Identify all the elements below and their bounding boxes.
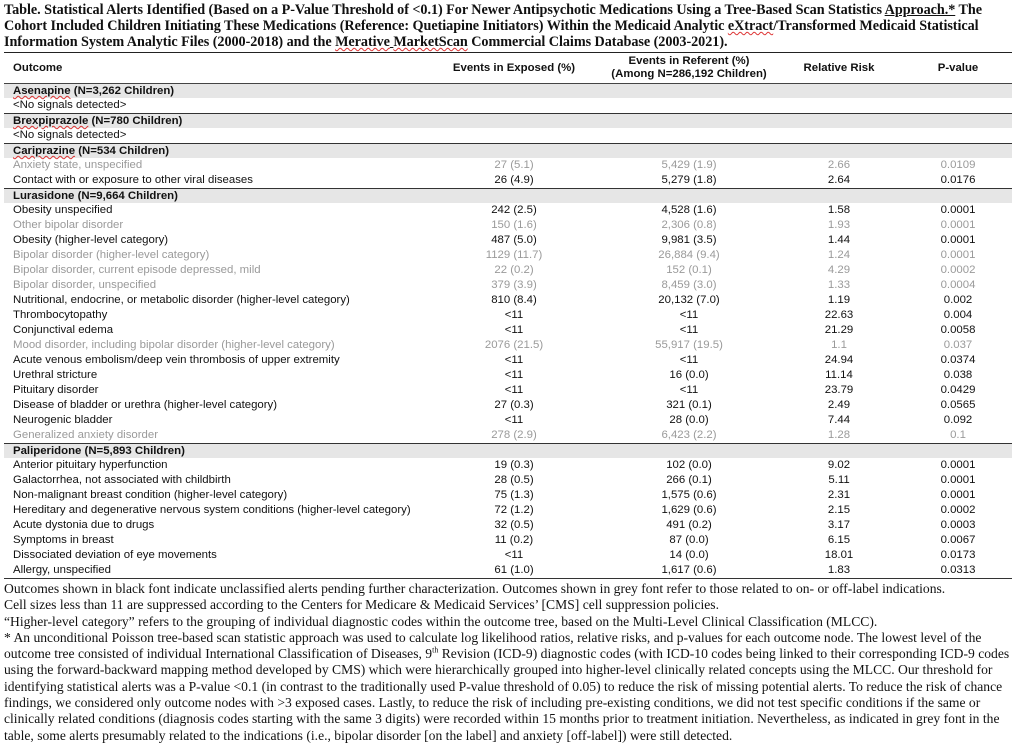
cell-relative-risk: 1.58 [827, 204, 851, 216]
cell-events-referent: 14 (0.0) [669, 549, 709, 561]
cell-relative-risk: 7.44 [827, 414, 851, 426]
cell-events-referent: 55,917 (19.5) [655, 339, 723, 351]
footnote-cell-suppression: Cell sizes less than 11 are suppressed according to the Centers for Medicare & Medicaid Services’ [CMS] cell suppression policies. [4, 597, 719, 613]
footnote-methods-text: * An unconditional Poisson tree-based scan statistic approach was used to calculate log likelihood ratios, relative risks, and p-values for each outcome node. The lowest level of the outcome tree consisted of individual International Classification of Diseases, 9 [4, 629, 982, 662]
cell-relative-risk: 9.02 [827, 459, 851, 471]
title-spellcheck-word: eXtract [727, 18, 774, 34]
referent-header-line1: Events in Referent (%) [628, 55, 750, 67]
cell-events-referent: 266 (0.1) [666, 474, 712, 486]
cell-outcome: Obesity (higher-level category) [13, 234, 169, 246]
drug-group-label [4, 144, 1012, 159]
cell-events-referent: 152 (0.1) [666, 264, 712, 276]
table-row [4, 563, 1012, 579]
cell-relative-risk: 5.11 [828, 474, 850, 486]
drug-group-label [4, 114, 1012, 129]
cell-outcome: Anterior pituitary hyperfunction [13, 459, 168, 471]
cell-relative-risk: 21.29 [824, 324, 854, 336]
cell-outcome: Dissociated deviation of eye movements [13, 549, 217, 561]
cell-events-exposed: 26 (4.9) [494, 174, 534, 186]
cell-events-referent: <11 [679, 324, 699, 336]
cell-events-referent: 4,528 (1.6) [661, 204, 717, 216]
table-row [4, 278, 1012, 293]
cell-events-exposed: 27 (5.1) [494, 159, 534, 171]
no-signal-row [4, 128, 1012, 144]
drug-name: Asenapine [13, 85, 71, 97]
footnote-higher-level-category: “Higher-level category” refers to the grouping of individual diagnostic codes within the outcome tree, based on the Multi-Level Clinical Classification (MLCC). [4, 613, 878, 629]
no-signal-text: <No signals detected> [13, 99, 127, 111]
table-row [4, 428, 1012, 444]
superscript-th: th [432, 645, 439, 655]
cell-p-value: 0.0429 [940, 384, 976, 396]
cell-p-value: 0.037 [943, 339, 973, 351]
cell-events-exposed: 22 (0.2) [494, 264, 534, 276]
cell-events-exposed: 11 (0.2) [494, 534, 534, 546]
drug-name: Lurasidone [13, 190, 75, 202]
drug-group-label [4, 444, 1012, 459]
cell-events-referent: 8,459 (3.0) [661, 279, 717, 291]
cell-outcome: Neurogenic bladder [13, 414, 113, 426]
cell-p-value: 0.004 [943, 309, 973, 321]
title-text: The Cohort Included Children Initiating These Medications (Reference: Quetiapine Initiators) Within the Medicaid Analytic [4, 2, 982, 34]
table-row [4, 368, 1012, 383]
cell-outcome: Galactorrhea, not associated with childbirth [13, 474, 231, 486]
cell-relative-risk: 11.14 [825, 369, 853, 381]
cell-relative-risk: 2.64 [827, 174, 851, 186]
cell-relative-risk: 6.15 [827, 534, 851, 546]
table-row [4, 398, 1012, 413]
title-text: Commercial Claims Database (2003-2021). [467, 34, 728, 50]
drug-group-label [4, 84, 1012, 99]
cell-events-exposed: 61 (1.0) [494, 564, 534, 576]
table-row [4, 353, 1012, 368]
table-row [4, 473, 1012, 488]
cell-relative-risk: 1.83 [827, 564, 851, 576]
drug-cohort-size: (N=9,664 Children) [74, 190, 178, 202]
cell-outcome: Hereditary and degenerative nervous system conditions (higher-level category) [13, 504, 411, 516]
drug-group-header [4, 444, 1012, 459]
cell-outcome: Bipolar disorder, unspecified [13, 279, 157, 291]
cell-p-value: 0.0001 [940, 489, 976, 501]
cell-events-referent: 28 (0.0) [669, 414, 709, 426]
cell-p-value: 0.0176 [940, 174, 976, 186]
no-signal-text: <No signals detected> [13, 129, 127, 141]
cell-relative-risk: 2.31 [827, 489, 851, 501]
cell-relative-risk: 4.29 [827, 264, 851, 276]
table-row [4, 548, 1012, 563]
cell-relative-risk: 1.1 [831, 339, 847, 351]
cell-p-value: 0.038 [943, 369, 973, 381]
title-text: Table. Statistical Alerts Identified (Based on a P-Value Threshold of <0.1) For Newer Antipsychotic Medications Using a Tree-Based Scan Statistics [4, 2, 885, 18]
cell-relative-risk: 24.94 [824, 354, 854, 366]
cell-events-exposed: 487 (5.0) [491, 234, 537, 246]
cell-p-value: 0.0001 [940, 459, 976, 471]
cell-p-value: 0.0001 [940, 219, 976, 231]
cell-events-referent: 87 (0.0) [669, 534, 709, 546]
col-header-exposed: Events in Exposed (%) [452, 61, 576, 74]
cell-events-referent: 1,629 (0.6) [661, 504, 717, 516]
cell-relative-risk: 2.66 [827, 159, 851, 171]
table-row [4, 308, 1012, 323]
cell-relative-risk: 1.93 [827, 219, 851, 231]
cell-events-exposed: <11 [504, 384, 524, 396]
cell-relative-risk: 2.49 [827, 399, 851, 411]
cell-p-value: 0.0002 [940, 504, 976, 516]
drug-cohort-size: (N=5,893 Children) [81, 445, 185, 457]
cell-outcome: Symptoms in breast [13, 534, 114, 546]
cell-outcome: Urethral stricture [13, 369, 98, 381]
drug-name: Paliperidone [13, 445, 82, 457]
table-row [4, 158, 1012, 173]
referent-header-line2: (Among N=286,192 Children) [611, 68, 767, 80]
cell-events-referent: 321 (0.1) [666, 399, 712, 411]
cell-outcome: Disease of bladder or urethra (higher-level category) [13, 399, 278, 411]
cell-events-referent: 2,306 (0.8) [661, 219, 717, 231]
cell-p-value: 0.1 [950, 429, 966, 441]
title-spellcheck-word: Merative [335, 34, 390, 50]
cell-p-value: 0.0002 [940, 264, 976, 276]
table-row [4, 173, 1012, 189]
cell-events-exposed: 32 (0.5) [494, 519, 534, 531]
title-approach-footnote-link: Approach.* [884, 2, 956, 18]
table-body [4, 84, 1012, 579]
cell-relative-risk: 22.63 [824, 309, 854, 321]
cell-relative-risk: 1.44 [827, 234, 851, 246]
drug-cohort-size: (N=780 Children) [88, 115, 183, 127]
cell-relative-risk: 1.33 [827, 279, 851, 291]
cell-outcome: Allergy, unspecified [13, 564, 111, 576]
cell-relative-risk: 18.01 [824, 549, 854, 561]
table-row [4, 488, 1012, 503]
cell-p-value: 0.0173 [940, 549, 976, 561]
cell-outcome: Acute venous embolism/deep vein thrombosis of upper extremity [13, 354, 340, 366]
col-header-outcome: Outcome [13, 61, 63, 74]
cell-p-value: 0.0313 [940, 564, 976, 576]
cell-events-referent: 26,884 (9.4) [658, 249, 720, 261]
cell-events-referent: <11 [679, 354, 699, 366]
table-row [4, 233, 1012, 248]
col-header-p-value: P-value [937, 61, 979, 74]
cell-events-referent: 6,423 (2.2) [661, 429, 717, 441]
cell-outcome: Mood disorder, including bipolar disorder (higher-level category) [13, 339, 335, 351]
cell-p-value: 0.0001 [940, 234, 976, 246]
table-footnotes [4, 581, 1012, 744]
table-row [4, 293, 1012, 308]
cell-events-referent: 1,575 (0.6) [661, 489, 717, 501]
table-row [4, 248, 1012, 263]
table-header [4, 53, 1012, 84]
cell-relative-risk: 2.15 [827, 504, 851, 516]
cell-events-exposed: 150 (1.6) [491, 219, 537, 231]
cell-outcome: Other bipolar disorder [13, 219, 124, 231]
cell-relative-risk: 23.79 [824, 384, 854, 396]
table-row [4, 218, 1012, 233]
cell-events-exposed: <11 [504, 369, 524, 381]
footnote-methods-text: Revision (ICD-9) diagnostic codes (with ICD-10 codes being linked to their corresponding ICD-9 codes using the forward-backward mapping method developed by CMS) which were hierarchically grouped into higher-level clinically related concepts using the MLCC. Our threshold for identifying statistical alerts was a P-value <0.1 (in contrast to the traditionally used P-value threshold of 0.05) to reduce the risk of missing potential alerts. To reduce the risk of chance findings, we considered only outcome nodes with >3 exposed cases. Lastly, to reduce the risk of including pre-existing conditions, we did not test specific conditions if the same or clinically related conditions (diagnosis codes starting with the same 3 digits) were recorded within 15 months prior to treatment initiation. Nevertheless, as indicated in grey font in the table, some alerts presumably related to the indications (i.e., bipolar disorder [on the label] and anxiety [off-label]) were still detected. [4, 646, 1010, 743]
footnote-font-legend: Outcomes shown in black font indicate unclassified alerts pending further characterization. Outcomes shown in grey font refer to those related to on- or off-label indications. [4, 581, 946, 596]
cell-relative-risk: 1.24 [827, 249, 851, 261]
drug-cohort-size: (N=3,262 Children) [70, 85, 175, 97]
table-row [4, 323, 1012, 338]
cell-p-value: 0.0109 [940, 159, 976, 171]
cell-events-exposed: 27 (0.3) [494, 399, 534, 411]
cell-events-referent: 9,981 (3.5) [661, 234, 717, 246]
drug-group-header [4, 189, 1012, 204]
cell-events-exposed: 2076 (21.5) [484, 339, 544, 351]
no-signal-row [4, 98, 1012, 114]
cell-events-exposed: <11 [504, 324, 524, 336]
col-header-relative-risk: Relative Risk [803, 61, 875, 74]
cell-events-referent: 5,279 (1.8) [661, 174, 717, 186]
table-row [4, 533, 1012, 548]
drug-name: Brexpiprazole [13, 115, 89, 127]
cell-events-referent: 491 (0.2) [666, 519, 712, 531]
cell-outcome: Conjunctival edema [13, 324, 114, 336]
cell-events-exposed: 1129 (11.7) [485, 249, 543, 261]
cell-outcome: Thrombocytopathy [13, 309, 108, 321]
cell-events-exposed: 19 (0.3) [494, 459, 534, 471]
alerts-table [4, 52, 1012, 579]
title-spellcheck-word: MarketScan [393, 34, 468, 50]
cell-events-exposed: 28 (0.5) [494, 474, 534, 486]
cell-events-referent: 102 (0.0) [666, 459, 712, 471]
footnote-methods [4, 630, 1012, 744]
cell-events-referent: 16 (0.0) [669, 369, 709, 381]
cell-outcome: Non-malignant breast condition (higher-level category) [13, 489, 288, 501]
cell-events-exposed: 242 (2.5) [491, 204, 537, 216]
cell-relative-risk: 3.17 [827, 519, 851, 531]
cell-p-value: 0.0001 [940, 249, 976, 261]
cell-outcome: Contact with or exposure to other viral diseases [13, 174, 253, 186]
cell-events-exposed: <11 [504, 354, 524, 366]
cell-events-referent: 1,617 (0.6) [661, 564, 717, 576]
drug-group-label [4, 189, 1012, 204]
cell-outcome: Obesity unspecified [13, 204, 113, 216]
cell-p-value: 0.0001 [940, 474, 976, 486]
table-row [4, 503, 1012, 518]
cell-p-value: 0.0004 [940, 279, 976, 291]
cell-events-referent: <11 [679, 384, 699, 396]
cell-p-value: 0.0067 [940, 534, 976, 546]
cell-outcome: Nutritional, endocrine, or metabolic disorder (higher-level category) [13, 294, 350, 306]
title-text: /Transformed Medicaid Statistical Information System Analytic Files (2000-2018) and the [4, 18, 979, 50]
table-row [4, 338, 1012, 353]
cell-p-value: 0.0003 [940, 519, 976, 531]
cell-p-value: 0.0058 [940, 324, 976, 336]
cell-p-value: 0.0565 [940, 399, 976, 411]
cell-events-exposed: 379 (3.9) [491, 279, 537, 291]
table-title [4, 2, 1012, 50]
table-row [4, 458, 1012, 473]
drug-group-header [4, 144, 1012, 159]
cell-p-value: 0.092 [943, 414, 973, 426]
cell-events-exposed: 278 (2.9) [491, 429, 537, 441]
table-row [4, 383, 1012, 398]
cell-events-exposed: 810 (8.4) [491, 294, 537, 306]
table-row [4, 518, 1012, 533]
table-row [4, 203, 1012, 218]
cell-outcome: Acute dystonia due to drugs [13, 519, 155, 531]
cell-outcome: Generalized anxiety disorder [13, 429, 158, 441]
col-header-referent [604, 53, 774, 84]
cell-events-exposed: <11 [504, 309, 524, 321]
cell-events-exposed: 72 (1.2) [494, 504, 534, 516]
cell-p-value: 0.0001 [940, 204, 976, 216]
cell-events-exposed: <11 [504, 414, 524, 426]
drug-cohort-size: (N=534 Children) [75, 145, 170, 157]
cell-events-referent: 5,429 (1.9) [661, 159, 717, 171]
cell-outcome: Pituitary disorder [13, 384, 99, 396]
drug-name: Cariprazine [13, 145, 76, 157]
cell-outcome: Bipolar disorder (higher-level category) [13, 249, 210, 261]
cell-p-value: 0.0374 [940, 354, 976, 366]
cell-events-exposed: <11 [504, 549, 524, 561]
cell-events-referent: <11 [679, 309, 699, 321]
document-page [4, 2, 1012, 744]
cell-events-referent: 20,132 (7.0) [658, 294, 720, 306]
cell-p-value: 0.002 [943, 294, 973, 306]
table-row [4, 263, 1012, 278]
cell-relative-risk: 1.19 [827, 294, 851, 306]
cell-outcome: Bipolar disorder, current episode depressed, mild [13, 264, 261, 276]
cell-relative-risk: 1.28 [827, 429, 851, 441]
cell-events-exposed: 75 (1.3) [494, 489, 534, 501]
drug-group-header [4, 114, 1012, 129]
cell-outcome: Anxiety state, unspecified [13, 159, 143, 171]
table-row [4, 413, 1012, 428]
drug-group-header [4, 84, 1012, 99]
